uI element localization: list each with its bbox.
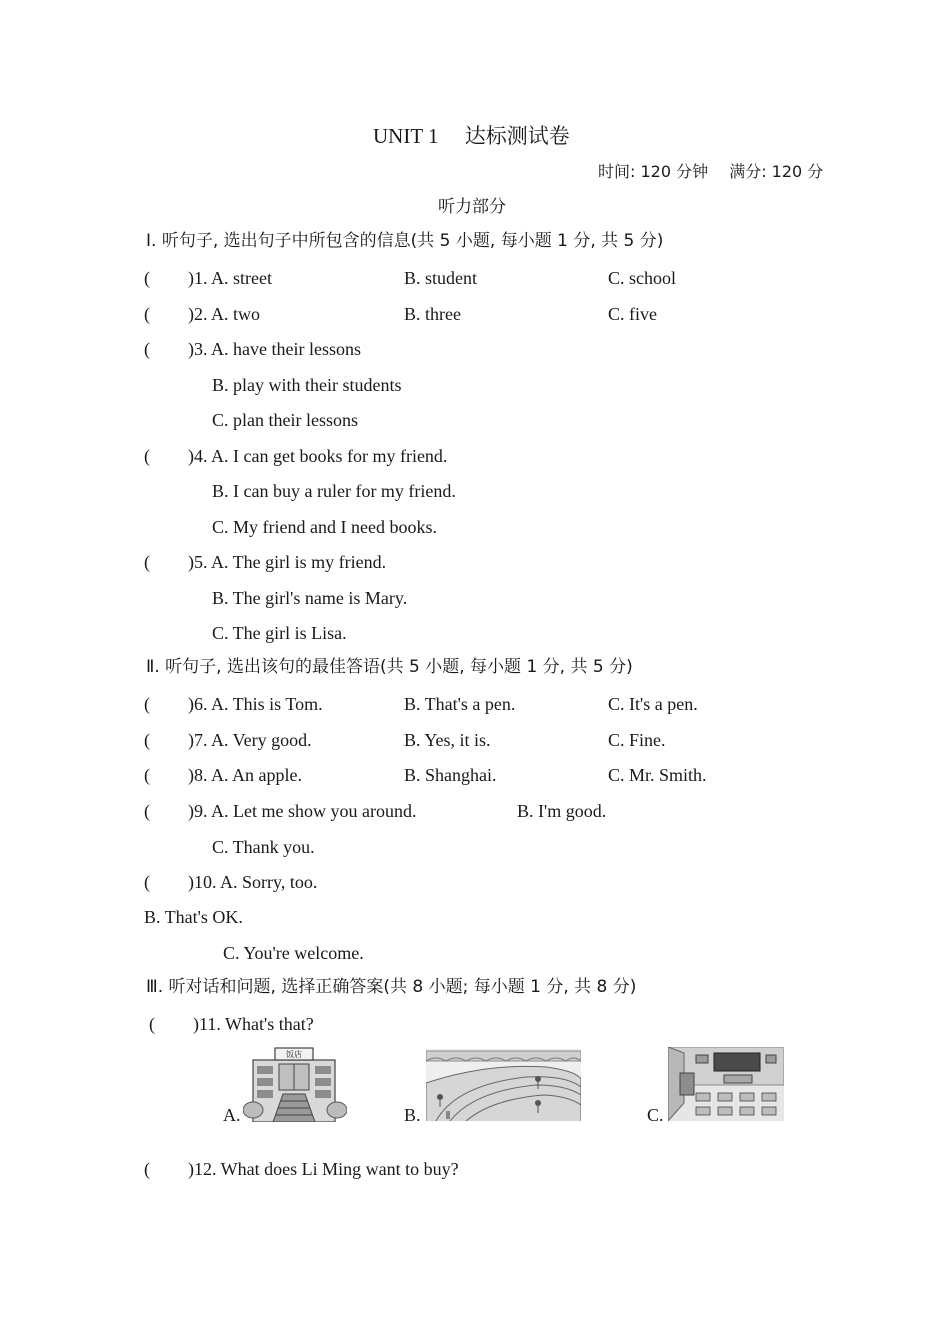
q1-option-a: )1. A. street — [188, 268, 272, 288]
section-3-heading: Ⅲ. 听对话和问题, 选择正确答案(共 8 小题; 每小题 1 分, 共 8 分) — [146, 977, 637, 997]
q6-bracket: ( — [144, 694, 150, 714]
q10-option-b: B. That's OK. — [144, 907, 243, 927]
q10-bracket: ( — [144, 872, 150, 892]
q2-option-c: C. five — [608, 304, 657, 324]
q7-option-c: C. Fine. — [608, 730, 666, 750]
q12-question: )12. What does Li Ming want to buy? — [188, 1159, 459, 1179]
q6-option-a: )6. A. This is Tom. — [188, 694, 323, 714]
q4-option-a: )4. A. I can get books for my friend. — [188, 446, 448, 466]
q8-option-a: )8. A. An apple. — [188, 765, 302, 785]
q3-option-c: C. plan their lessons — [212, 410, 358, 430]
q5-option-a: )5. A. The girl is my friend. — [188, 552, 387, 572]
q8-option-b: B. Shanghai. — [404, 765, 497, 785]
section-1-heading: Ⅰ. 听句子, 选出句子中所包含的信息(共 5 小题, 每小题 1 分, 共 5 分) — [146, 231, 664, 251]
q11-question: )11. What's that? — [193, 1014, 314, 1034]
q11-label-c: C. — [647, 1105, 664, 1125]
q2-option-b: B. three — [404, 304, 461, 324]
q7-option-a: )7. A. Very good. — [188, 730, 312, 750]
section-2-heading: Ⅱ. 听句子, 选出该句的最佳答语(共 5 小题, 每小题 1 分, 共 5 分) — [146, 657, 633, 677]
q8-option-c: C. Mr. Smith. — [608, 765, 707, 785]
q1-option-b: B. student — [404, 268, 478, 288]
q6-option-c: C. It's a pen. — [608, 694, 698, 714]
q8-bracket: ( — [144, 765, 150, 785]
q6-option-b: B. That's a pen. — [404, 694, 516, 714]
q5-option-c: C. The girl is Lisa. — [212, 623, 347, 643]
q3-bracket: ( — [144, 339, 150, 359]
q7-bracket: ( — [144, 730, 150, 750]
q10-option-c: C. You're welcome. — [223, 943, 364, 963]
part-title: 听力部分 — [438, 197, 506, 217]
q2-option-a: )2. A. two — [188, 304, 260, 324]
q3-option-a: )3. A. have their lessons — [188, 339, 361, 359]
running-track-icon — [426, 1049, 581, 1121]
q10-option-a: )10. A. Sorry, too. — [188, 872, 318, 892]
time-info: 时间: 120 分钟 满分: 120 分 — [598, 162, 824, 181]
q12-bracket: ( — [144, 1159, 150, 1179]
q1-option-c: C. school — [608, 268, 677, 288]
sign-text: 饭店 — [286, 1050, 302, 1059]
q4-option-c: C. My friend and I need books. — [212, 517, 437, 537]
q11-bracket: ( — [149, 1014, 155, 1034]
q11-label-b: B. — [404, 1105, 421, 1125]
q9-bracket: ( — [144, 801, 150, 821]
q2-bracket: ( — [144, 304, 150, 324]
q9-option-b: B. I'm good. — [517, 801, 607, 821]
restaurant-building-icon — [243, 1046, 347, 1122]
q5-option-b: B. The girl's name is Mary. — [212, 588, 408, 608]
q1-bracket: ( — [144, 268, 150, 288]
q4-bracket: ( — [144, 446, 150, 466]
classroom-icon — [668, 1047, 784, 1121]
q7-option-b: B. Yes, it is. — [404, 730, 491, 750]
q4-option-b: B. I can buy a ruler for my friend. — [212, 481, 456, 501]
q9-option-a: )9. A. Let me show you around. — [188, 801, 417, 821]
q3-option-b: B. play with their students — [212, 375, 402, 395]
page-title: UNIT 1 达标测试卷 — [373, 124, 570, 148]
q11-label-a: A. — [223, 1105, 241, 1125]
q5-bracket: ( — [144, 552, 150, 572]
q9-option-c: C. Thank you. — [212, 837, 315, 857]
